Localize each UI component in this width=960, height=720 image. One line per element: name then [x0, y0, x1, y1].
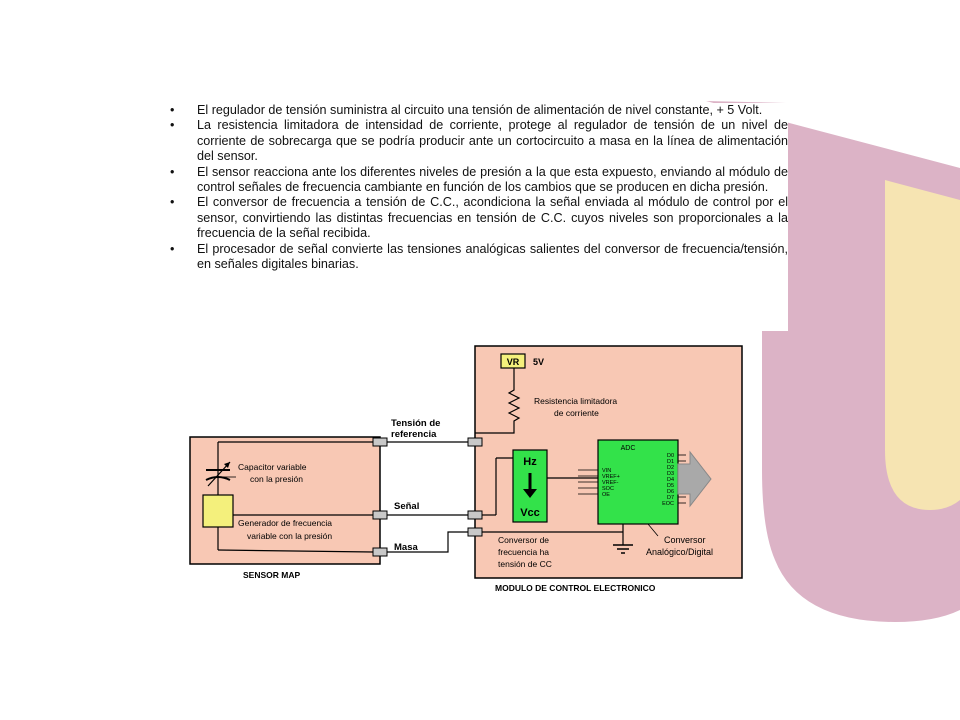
- generator-label-line1: Generador de frecuencia: [238, 518, 333, 528]
- control-module-title: MODULO DE CONTROL ELECTRONICO: [495, 583, 656, 593]
- connector-pin: [373, 438, 387, 446]
- ad-converter-label-line1: Conversor: [664, 535, 706, 545]
- fv-converter-label-line1: Conversor de: [498, 535, 550, 545]
- bullet-item: • El procesador de señal convierte las tensiones analógicas salientes del conversor de frecuencia/tensión, en señales digitales binarias.: [170, 241, 788, 272]
- resistor-label-line2: de corriente: [554, 408, 599, 418]
- adc-pin-label: VREF+: [602, 474, 620, 480]
- circuit-diagram: [178, 340, 758, 602]
- reference-label-line1: Tensión de: [391, 418, 441, 429]
- connector-pin: [373, 548, 387, 556]
- adc-label: ADC: [620, 445, 636, 452]
- adc-pin-label: SOC: [602, 486, 614, 492]
- frequency-generator-chip: [203, 495, 233, 527]
- hz-label: Hz: [523, 456, 537, 468]
- adc-pin-label: OE: [602, 492, 610, 498]
- vr-label: VR: [506, 357, 520, 367]
- five-volt-label: 5V: [533, 357, 545, 367]
- bullet-item: • El conversor de frecuencia a tensión de C.C., acondiciona la señal enviada al módulo de control por el sensor, convirtiendo las distintas frecuencias en tensión de C.C. cuyos niveles son proporcionales a la frecuencia de la señal recibida.: [170, 195, 788, 241]
- connector-pin: [468, 511, 482, 519]
- bullet-item: • El regulador de tensión suministra al circuito una tensión de alimentación de nivel constante, + 5 Volt.: [170, 103, 763, 117]
- adc-pin-label: D1: [666, 459, 674, 465]
- connector-pin: [373, 511, 387, 519]
- bullet-dot: •: [170, 103, 175, 117]
- adc-pin-label: D3: [666, 471, 674, 477]
- reference-label-line2: referencia: [391, 429, 437, 440]
- adc-pin-label: D0: [666, 453, 674, 459]
- yellow-curve-shape: [885, 180, 960, 510]
- adc-pin-label: D7: [666, 495, 674, 501]
- adc-pin-label: D5: [666, 483, 674, 489]
- ad-converter-label-line2: Analógico/Digital: [646, 547, 714, 557]
- bullet-dot: •: [170, 195, 175, 210]
- bullet-dot: •: [170, 118, 175, 133]
- connector-pin: [468, 438, 482, 446]
- sensor-map-title: SENSOR MAP: [243, 570, 301, 580]
- bullet-dot: •: [170, 164, 175, 179]
- bullet-item: • La resistencia limitadora de intensidad de corriente, protege al regulador de tensión de un nivel de corriente de sobrecarga que se podría producir ante un cortocircuito a masa en la línea de alimentación del sensor.: [170, 118, 788, 164]
- bullet-dot: •: [170, 241, 175, 256]
- capacitor-label-line2: con la presión: [250, 474, 303, 484]
- ground-label: Masa: [394, 542, 418, 553]
- resistor-label-line1: Resistencia limitadora: [534, 396, 618, 406]
- connector-pin: [468, 528, 482, 536]
- bullet-list: [160, 103, 788, 272]
- adc-pin-label: D6: [666, 489, 674, 495]
- adc-pin-label: D4: [666, 477, 674, 483]
- adc-pin-label: D2: [666, 465, 674, 471]
- adc-pin-label: EOC: [662, 501, 674, 507]
- fv-converter-label-line2: frecuencia ha: [498, 547, 550, 557]
- fv-converter-label-line3: tensión de CC: [498, 559, 552, 569]
- bullet-item: • El sensor reacciona ante los diferentes niveles de presión a la que esta expuesto, enviando al módulo de control señales de frecuencia cambiante en función de los cambios que se producen en dicha presión.: [170, 164, 788, 195]
- description-panel: [160, 103, 788, 331]
- generator-label-line2: variable con la presión: [247, 531, 333, 541]
- capacitor-label-line1: Capacitor variable: [238, 462, 307, 472]
- vcc-label: Vcc: [520, 507, 540, 519]
- adc-pin-label: VIN: [602, 468, 612, 474]
- adc-pin-label: VREF-: [602, 480, 619, 486]
- signal-label: Señal: [394, 501, 420, 512]
